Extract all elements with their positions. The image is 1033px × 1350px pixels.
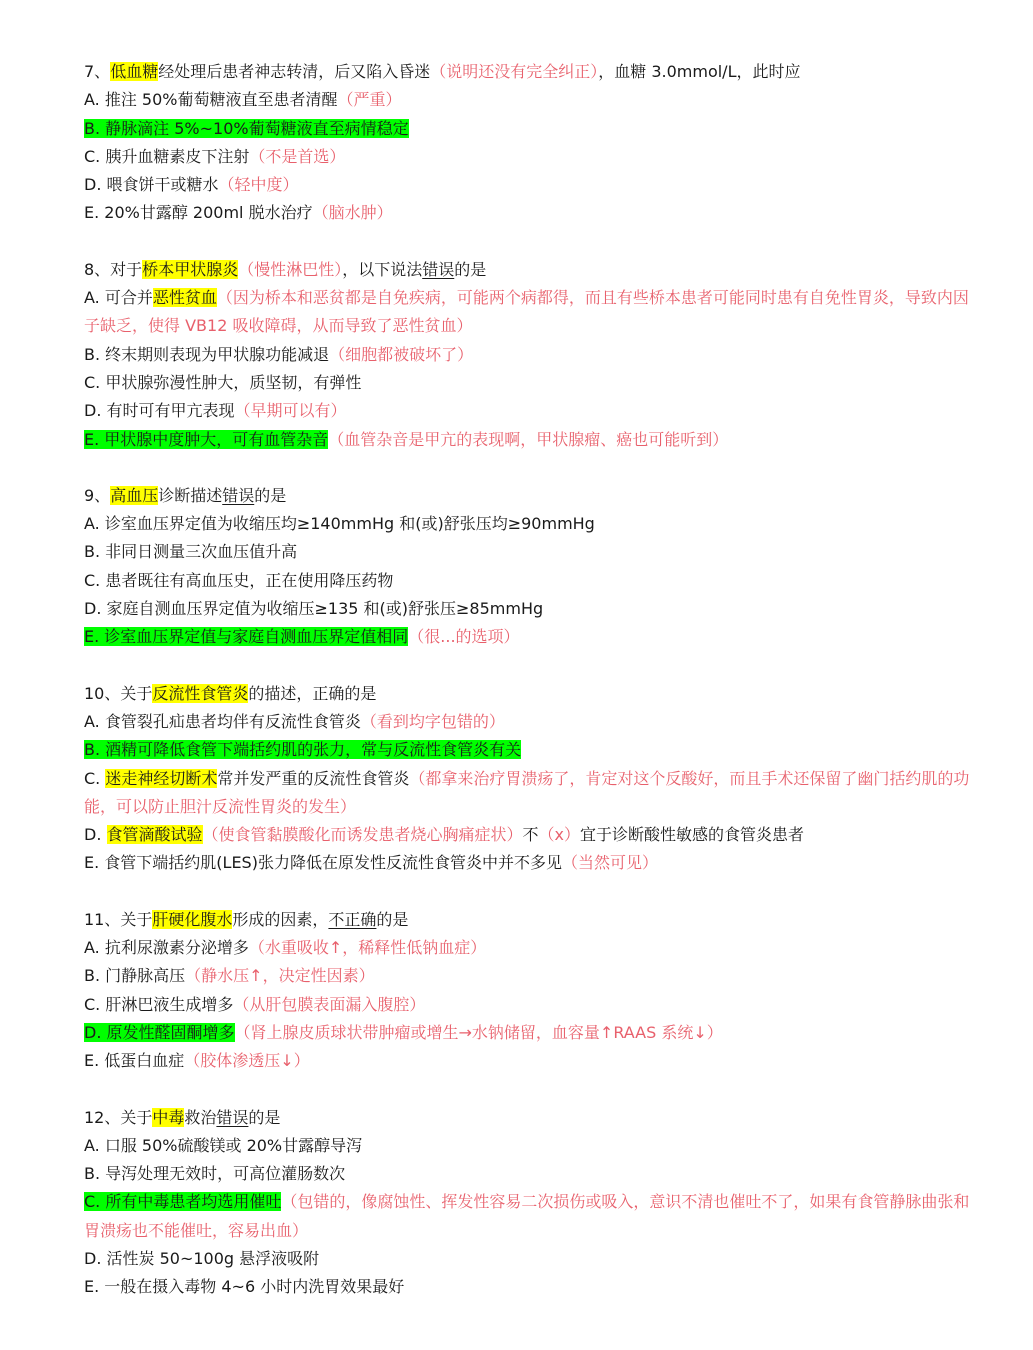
question-stem: [84, 680, 973, 708]
underlined-keyword: 不正确: [328, 909, 377, 929]
option-d: [84, 595, 973, 623]
option-e: [84, 1273, 973, 1301]
annotation: （肾上腺皮质球状带肿瘤或增生→水钠储留，血容量↑RAAS 系统↓）: [234, 1022, 723, 1042]
option-text: A. 推注 50%葡萄糖液直至患者清醒: [84, 90, 338, 110]
option-d: [84, 821, 973, 849]
underlined-keyword: 错误: [216, 1107, 249, 1127]
keyword-highlight: 肝硬化腹水: [152, 909, 233, 929]
option-text: C. 患者既往有高血压史，正在使用降压药物: [84, 570, 394, 590]
option-d: [84, 1245, 973, 1273]
stem-text: 形成的因素，: [232, 909, 329, 929]
annotation: （看到均字包错的）: [360, 711, 505, 731]
stem-text: 12、关于: [84, 1107, 153, 1127]
annotation: （x）: [538, 825, 581, 845]
keyword-highlight: 中毒: [152, 1107, 185, 1127]
correct-answer-highlight: B. 静脉滴注 5%~10%葡萄糖液直至病情稳定: [84, 118, 409, 138]
option-e: [84, 199, 973, 227]
stem-text: 9、: [84, 485, 111, 505]
correct-answer-highlight: E. 诊室血压界定值与家庭自测血压界定值相同: [84, 627, 409, 647]
question-9: [84, 482, 973, 652]
option-text: D. 活性炭 50~100g 悬浮液吸附: [84, 1248, 320, 1268]
stem-text: 的是: [454, 259, 487, 279]
option-text: A. 可合并: [84, 288, 153, 308]
question-stem: [84, 1104, 973, 1132]
annotation: （慢性淋巴性）: [238, 259, 343, 279]
option-text: B. 导泻处理无效时，可高位灌肠数次: [84, 1164, 346, 1184]
option-text: A. 抗利尿激素分泌增多: [84, 938, 249, 958]
option-text: D. 家庭自测血压界定值为收缩压≥135 和(或)舒张压≥85mmHg: [84, 599, 544, 619]
correct-answer-highlight: C. 所有中毒患者均选用催吐: [84, 1192, 282, 1212]
underlined-keyword: 错误: [222, 485, 255, 505]
option-text: C. 肝淋巴液生成增多: [84, 994, 234, 1014]
option-d: [84, 1019, 973, 1047]
annotation: （轻中度）: [218, 175, 299, 195]
option-b: [84, 962, 973, 990]
option-a: [84, 708, 973, 736]
stem-text: 的是: [254, 485, 287, 505]
underlined-keyword: 错误: [422, 259, 455, 279]
option-text: B. 终末期则表现为甲状腺功能减退: [84, 344, 330, 364]
option-text: C. 胰升血糖素皮下注射: [84, 146, 250, 166]
option-c: [84, 369, 973, 397]
option-text: E. 20%甘露醇 200ml 脱水治疗: [84, 203, 313, 223]
option-c: [84, 143, 973, 171]
question-7: [84, 58, 973, 228]
option-a: [84, 86, 973, 114]
option-d: [84, 397, 973, 425]
option-c: [84, 765, 973, 822]
stem-text: 救治: [184, 1107, 217, 1127]
option-text: E. 低蛋白血症: [84, 1051, 185, 1071]
annotation: （说明还没有完全纠正）: [430, 62, 599, 81]
annotation: （不是首选）: [249, 146, 346, 166]
stem-text: 8、对于: [84, 259, 143, 279]
option-text: 宜于诊断酸性敏感的食管炎患者: [580, 825, 805, 845]
option-text: C.: [84, 768, 106, 788]
annotation: （都拿来治疗胃溃疡了，肯定对这个反酸好，而且手术还保留了幽门括约肌的功能，可以防止胆汁反流性胃炎的发生）: [84, 768, 970, 816]
stem-text: 的是: [248, 1107, 281, 1127]
option-text: 不: [522, 825, 539, 845]
option-e: [84, 849, 973, 877]
option-a: [84, 1132, 973, 1160]
stem-text: 诊断描述: [158, 485, 223, 505]
question-8: [84, 256, 973, 454]
option-e: [84, 426, 973, 454]
stem-text: 经处理后患者神志转清，后又陷入昏迷: [158, 62, 431, 81]
option-b: [84, 1160, 973, 1188]
option-text: 常并发严重的反流性食管炎: [217, 768, 410, 788]
question-12: [84, 1104, 973, 1302]
option-text: C. 甲状腺弥漫性肿大，质坚韧，有弹性: [84, 372, 362, 392]
keyword-highlight: 反流性食管炎: [152, 683, 249, 703]
annotation: （水重吸收↑，稀释性低钠血症）: [248, 938, 487, 958]
keyword-highlight: 高血压: [110, 485, 159, 505]
option-text: D. 有时可有甲亢表现: [84, 401, 235, 421]
stem-text: ，以下说法: [342, 259, 423, 279]
annotation: （血管杂音是甲亢的表现啊，甲状腺瘤、癌也可能听到）: [328, 429, 729, 449]
option-text: E. 食管下端括约肌(LES)张力降低在原发性反流性食管炎中并不多见: [84, 853, 562, 873]
option-b: [84, 538, 973, 566]
keyword-highlight: 低血糖: [110, 62, 159, 81]
option-text: B. 门静脉高压: [84, 966, 186, 986]
option-a: [84, 284, 973, 341]
correct-answer-highlight: E. 甲状腺中度肿大，可有血管杂音: [84, 429, 329, 449]
question-stem: [84, 906, 973, 934]
option-c: [84, 991, 973, 1019]
annotation: （很...的选项）: [408, 627, 520, 647]
option-text: A. 诊室血压界定值为收缩压均≥140mmHg 和(或)舒张压均≥90mmHg: [84, 514, 595, 534]
keyword-highlight: 桥本甲状腺炎: [142, 259, 239, 279]
question-stem: [84, 256, 973, 284]
option-a: [84, 934, 973, 962]
stem-text: 10、关于: [84, 683, 153, 703]
stem-text: 的是: [376, 909, 409, 929]
keyword-highlight: 食管滴酸试验: [106, 825, 203, 845]
option-text: E. 一般在摄入毒物 4~6 小时内洗胃效果最好: [84, 1277, 405, 1297]
stem-text: 11、关于: [84, 909, 153, 929]
option-e: [84, 623, 973, 651]
option-text: D. 喂食饼干或糖水: [84, 175, 219, 195]
annotation: （胶体渗透压↓）: [184, 1051, 310, 1071]
stem-text: 7、: [84, 62, 111, 81]
stem-text: ，血糖 3.0mmol/L，此时应: [598, 62, 801, 81]
correct-answer-highlight: B. 酒精可降低食管下端括约肌的张力，常与反流性食管炎有关: [84, 740, 522, 760]
stem-text: 的描述，正确的是: [248, 683, 377, 703]
annotation: （从肝包膜表面漏入腹腔）: [233, 994, 426, 1014]
annotation: （当然可见）: [561, 853, 658, 873]
question-stem: [84, 482, 973, 510]
option-text: D.: [84, 825, 107, 845]
annotation: （使食管黏膜酸化而诱发患者烧心胸痛症状）: [202, 825, 523, 845]
option-text: A. 口服 50%硫酸镁或 20%甘露醇导泻: [84, 1135, 363, 1155]
option-c: [84, 1188, 973, 1245]
annotation: （早期可以有）: [234, 401, 347, 421]
option-b: [84, 115, 973, 143]
correct-answer-highlight: D. 原发性醛固酮增多: [84, 1022, 235, 1042]
option-b: [84, 341, 973, 369]
option-b: [84, 736, 973, 764]
question-11: [84, 906, 973, 1076]
option-a: [84, 510, 973, 538]
option-c: [84, 567, 973, 595]
annotation: （严重）: [337, 90, 402, 110]
keyword-highlight: 恶性贫血: [152, 288, 217, 308]
option-text: B. 非同日测量三次血压值升高: [84, 542, 298, 562]
keyword-highlight: 迷走神经切断术: [105, 768, 218, 788]
option-e: [84, 1047, 973, 1075]
annotation: （因为桥本和恶贫都是自免疾病，可能两个病都得，而且有些桥本患者可能同时患有自免性胃炎，导致内因子缺乏，使得 VB12 吸收障碍，从而导致了恶性贫血）: [84, 288, 969, 336]
annotation: （静水压↑，决定性因素）: [185, 966, 375, 986]
annotation: （脑水肿）: [312, 203, 393, 223]
annotation: （细胞都被破坏了）: [329, 344, 474, 364]
annotation: （包错的，像腐蚀性、挥发性容易二次损伤或吸入，意识不清也催吐不了，如果有食管静脉曲张和胃溃疡也不能催吐，容易出血）: [84, 1192, 970, 1240]
question-10: [84, 680, 973, 878]
option-d: [84, 171, 973, 199]
question-stem: [84, 58, 973, 86]
option-text: A. 食管裂孔疝患者均伴有反流性食管炎: [84, 711, 361, 731]
